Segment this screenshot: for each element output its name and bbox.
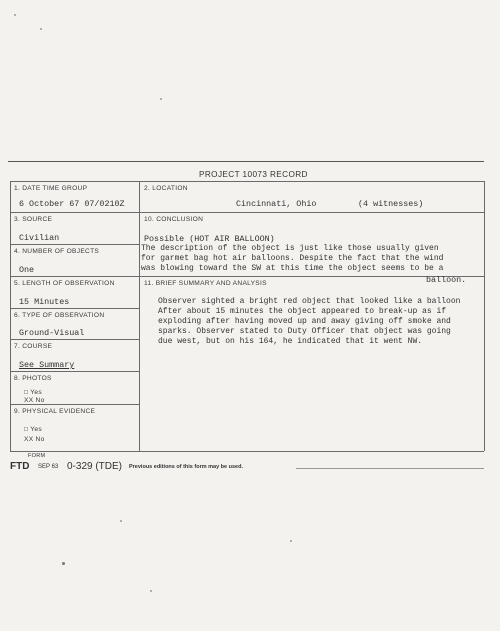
length-of-observation-label: 5. LENGTH OF OBSERVATION [14, 280, 115, 287]
footer-rule [296, 468, 484, 469]
summary-label: 11. BRIEF SUMMARY AND ANALYSIS [144, 280, 267, 287]
row-divider [10, 371, 139, 372]
form-box-right [484, 181, 485, 451]
physical-evidence-no-option: XX No [24, 436, 45, 443]
row-divider [10, 308, 139, 309]
footer-form-number: 0-329 (TDE) [67, 461, 123, 472]
type-of-observation-label: 6. TYPE OF OBSERVATION [14, 312, 105, 319]
date-time-group-label: 1. DATE TIME GROUP [14, 185, 88, 192]
footer-form-date: SEP 63 [38, 464, 59, 470]
type-of-observation-value: Ground-Visual [19, 328, 85, 338]
form-top-rule [8, 161, 484, 162]
photos-yes-option: □ Yes [24, 389, 42, 396]
footer-form-label: FORM [28, 453, 46, 459]
summary-line: Observer sighted a bright red object that looked like a balloon [158, 297, 461, 306]
course-label: 7. COURSE [14, 343, 53, 350]
location-witnesses: (4 witnesses) [358, 199, 424, 209]
form-box-bottom [10, 451, 484, 452]
scan-speck [62, 562, 65, 565]
date-time-group-value: 6 October 67 07/0210Z [19, 199, 125, 209]
row-divider [10, 276, 484, 277]
form-box-top [10, 181, 484, 182]
scan-speck [14, 14, 16, 16]
form-title: PROJECT 10073 RECORD [199, 170, 308, 179]
photos-label: 8. PHOTOS [14, 375, 52, 382]
source-value: Civilian [19, 233, 60, 243]
summary-line: exploding after having moved up and away giving off smoke and [158, 317, 451, 326]
form-box-left [10, 181, 11, 451]
form-column-divider [139, 181, 140, 451]
scan-speck [40, 28, 42, 30]
conclusion-label: 10. CONCLUSION [144, 216, 204, 223]
conclusion-line: The description of the object is just like those usually given [141, 244, 439, 253]
summary-line: After about 15 minutes the object appeared to break-up as if [158, 307, 447, 316]
scan-speck [150, 590, 152, 592]
photos-no-option: XX No [24, 397, 45, 404]
row-divider [10, 212, 484, 213]
footer-note: Previous editions of this form may be used. [129, 464, 243, 470]
source-label: 3. SOURCE [14, 216, 53, 223]
row-divider [10, 404, 139, 405]
summary-line: due west, but on his 164, he indicated that it went NW. [158, 337, 423, 346]
conclusion-line: for garmet bag hot air balloons. Despite the fact that the wind [141, 254, 444, 263]
row-divider [10, 339, 139, 340]
length-of-observation-value: 15 Minutes [19, 297, 70, 307]
scan-speck [120, 520, 122, 522]
summary-line: sparks. Observer stated to Duty Officer that object was going [158, 327, 451, 336]
row-divider [10, 244, 139, 245]
physical-evidence-yes-option: □ Yes [24, 426, 42, 433]
conclusion-line: balloon. [426, 275, 467, 285]
scan-speck [290, 540, 292, 542]
number-of-objects-label: 4. NUMBER OF OBJECTS [14, 248, 100, 255]
footer-form-id: FTD [10, 461, 30, 472]
physical-evidence-label: 9. PHYSICAL EVIDENCE [14, 408, 96, 415]
course-value: See Summary [19, 360, 75, 370]
number-of-objects-value: One [19, 265, 35, 275]
conclusion-line: Possible (HOT AIR BALLOON) [144, 234, 275, 244]
scan-speck [160, 98, 162, 100]
location-value: Cincinnati, Ohio [236, 199, 317, 209]
location-label: 2. LOCATION [144, 185, 188, 192]
conclusion-line: was blowing toward the SW at this time the object seems to be a [141, 264, 444, 273]
